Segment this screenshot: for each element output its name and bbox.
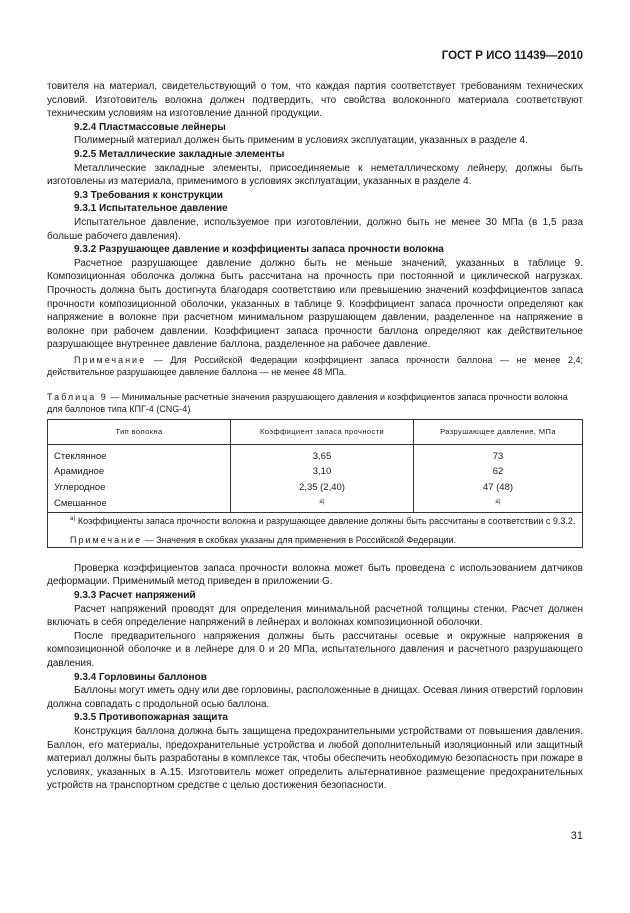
cell-safety-factor: 3,65 [231,444,414,464]
cell-fiber-type: Углеродное [48,480,231,496]
cell-burst-pressure: 73 [414,444,583,464]
table-note-text: — Значения в скобках указаны для применения в Российской Федерации. [142,535,457,546]
paragraph-9-3-4: Баллоны могут иметь одну или две горловины, расположенные в днищах. Осевая линия отверстий горловин должна совпадать с продольной осью баллона. [47,685,583,710]
paragraph-9-2-4: Полимерный материал должен быть применим в условиях эксплуатации, указанных в разделе 4. [74,135,528,147]
table-note [54,534,576,547]
cell-burst-pressure: 62 [414,464,583,480]
paragraph-9-3-5: Конструкция баллона должна быть защищена предохранительными устройствами от повышения давления. Баллон, его материалы, предохранительные устройства и любой дополнительный изоляционный или защитный материал должны быть разработаны в комплексе так, чтобы обеспечить необходимую безопасность при пожаре в условиях, указанных в А.15. Изготовитель может определить альтернативное размещение предохранительных устройств на транспортном средстве с целью достижения безопасности. [47,726,583,792]
note-label: Примечание [74,354,147,365]
table-row [48,444,583,464]
paragraph-9-3-2: Расчетное разрушающее давление должно быть не меньше значений, указанных в таблице 9. Композиционная оболочка должна быть рассчитана на прочность при постоянной и циклической нагрузках. Прочность должна быть достигнута благодаря соответствию или превышению значений коэффициентов запаса прочности композиционной оболочки, указанных в таблице 9. Коэффициент запаса прочности определяют как напряжение в волокне при расчетном минимальном разрушающем давлении, разделенное на напряжение в волокне при рабочем давлении. Коэффициент запаса прочности баллона определяют как действительное разрушающее внутреннее давление баллона, разделенное на рабочее давление. [47,257,583,351]
cell-fiber-type: Смешанное [48,496,231,513]
table-row [48,496,583,513]
cell-safety-factor [231,496,414,513]
section-heading-9-3-4: 9.3.4 Горловины баллонов [74,671,207,683]
table-row [48,480,583,496]
section-heading-9-3: 9.3 Требования к конструкции [74,189,223,201]
section-heading-9-3-3: 9.3.3 Расчет напряжений [74,590,196,602]
cell-fiber-type: Стеклянное [48,444,231,464]
table-footnote [54,513,576,528]
paragraph-9-3-3-b: После предварительного напряжения должны быть рассчитаны осевые и окружные напряжения в композиционной оболочке и в лейнере для 0 и 20 МПа, испытательного давления и расчетного разрушающего давления. [47,630,583,670]
footnote-mark: а) [70,515,76,522]
table-caption [47,391,583,415]
table-footnote-cell [48,512,583,547]
paragraph-9-3-3-a: Расчет напряжений проводят для определения минимальной расчетной толщины стенки. Расчет должен включать в себя определение напряжений в лейнерах и волокнах композиционной оболочки. [47,603,583,629]
paragraph-after-table: Проверка коэффициентов запаса прочности волокна может быть проведена с использованием датчиков деформации. Применимый метод приведен в приложении G. [47,562,583,588]
cell-burst-pressure: 47 (48) [414,480,583,496]
table-header-row [48,419,583,444]
cell-safety-factor: 2,35 (2,40) [231,480,414,496]
document-header: ГОСТ Р ИСО 11439—2010 [441,50,583,62]
paragraph-9-3-1: Испытательное давление, используемое при изготовлении, должно быть не менее 30 МПа (в 1,5 раза больше рабочего давления). [47,216,583,242]
cell-burst-pressure [414,496,583,513]
section-heading-9-3-5: 9.3.5 Противопожарная защита [74,712,228,724]
continuation-paragraph: товителя на материал, свидетельствующий о том, что каждая партия соответствует требованиям технических условий. Изготовитель волокна должен подтвердить, что свойства волоконного материала соответствуют техническим условиям на изготовление данной продукции. [47,81,583,120]
footnote-ref: а) [495,499,501,505]
table-footnote-row [48,512,583,547]
page-number: 31 [570,830,583,842]
note-9-3-2 [47,354,583,379]
table-row [48,464,583,480]
note-text: — Для Российской Федерации коэффициент запаса прочности баллона — не менее 2,4; действительное разрушающее давление баллона — не менее 48 МПа. [47,354,583,378]
footnote-text: Коэффициенты запаса прочности волокна и разрушающее давление должны быть рассчитаны в соответствии с 9.3.2. [75,515,576,526]
section-heading-9-3-1: 9.3.1 Испытательное давление [74,203,228,215]
table-note-label: Примечание [70,535,143,546]
section-heading-9-2-4: 9.2.4 Пластмассовые лейнеры [74,121,226,133]
table-9 [47,419,583,548]
paragraph-9-2-5: Металлические закладные элементы, присоединяемые к неметаллическому лейнеру, должны быть изготовлены из материала, применимого в условиях эксплуатации, указанных в разделе 4. [47,162,583,188]
table-caption-label: Таблица 9 [47,391,108,402]
document-body [47,80,583,793]
cell-fiber-type: Арамидное [48,464,231,480]
cell-safety-factor: 3,10 [231,464,414,480]
section-heading-9-3-2: 9.3.2 Разрушающее давление и коэффициенты запаса прочности волокна [74,244,444,256]
column-header-fiber-type: Тип волокна [48,419,231,444]
table-caption-text: — Минимальные расчетные значения разрушающего давления и коэффициентов запаса прочности волокна для баллонов типа КПГ-4 (CNG-4) [47,391,568,414]
footnote-ref: а) [319,499,325,505]
column-header-safety-factor: Коэффициент запаса прочности [231,419,414,444]
section-heading-9-2-5: 9.2.5 Металлические закладные элементы [74,148,285,160]
column-header-burst-pressure: Разрушающее давление, МПа [414,419,583,444]
